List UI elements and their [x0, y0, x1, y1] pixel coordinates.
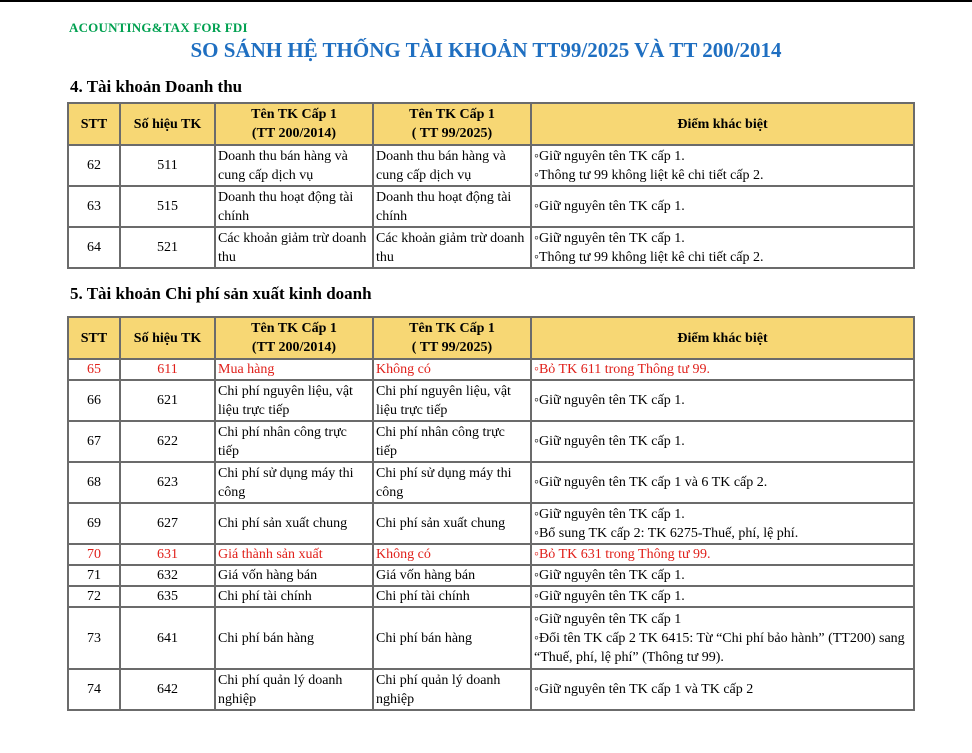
header-new-name: Tên TK Cấp 1 ( TT 99/2025): [373, 317, 531, 359]
table-row: [68, 359, 914, 380]
new-account-name: Chi phí quản lý doanh nghiệp: [373, 669, 531, 710]
account-code: 623: [120, 462, 215, 503]
header-stt: STT: [68, 317, 120, 359]
page-title: SO SÁNH HỆ THỐNG TÀI KHOẢN TT99/2025 VÀ TT 200/2014: [190, 38, 782, 62]
new-account-name: Chi phí nguyên liệu, vật liệu trực tiếp: [373, 380, 531, 421]
account-code: 631: [120, 544, 215, 565]
difference-note: ◦ Bỏ TK 611 trong Thông tư 99.: [534, 360, 911, 379]
account-code: 511: [120, 145, 215, 186]
difference-cell: [531, 227, 914, 268]
header-code: Số hiệu TK: [120, 103, 215, 145]
new-account-name: Giá vốn hàng bán: [373, 565, 531, 586]
table-row: [68, 544, 914, 565]
difference-cell: [531, 462, 914, 503]
account-code: 642: [120, 669, 215, 710]
new-account-name: Không có: [373, 359, 531, 380]
account-code: 611: [120, 359, 215, 380]
old-account-name: Chi phí sử dụng máy thi công: [215, 462, 373, 503]
table-row: [68, 503, 914, 544]
difference-note: ◦ Giữ nguyên tên TK cấp 1.: [534, 566, 911, 585]
row-stt: 73: [68, 607, 120, 669]
header-new-name: Tên TK Cấp 1 ( TT 99/2025): [373, 103, 531, 145]
old-account-name: Các khoản giảm trừ doanh thu: [215, 227, 373, 268]
new-account-name: Chi phí sử dụng máy thi công: [373, 462, 531, 503]
top-rule: [0, 0, 972, 2]
difference-note: ◦ Đổi tên TK cấp 2 TK 6415: Từ “Chi phí bảo hành” (TT200) sang “Thuế, phí, lệ phí” (Thông tư 99).: [534, 629, 911, 667]
table-row: [68, 607, 914, 669]
account-code: 521: [120, 227, 215, 268]
account-code: 635: [120, 586, 215, 607]
difference-note: ◦ Giữ nguyên tên TK cấp 1.: [534, 587, 911, 606]
row-stt: 74: [68, 669, 120, 710]
account-code: 621: [120, 380, 215, 421]
difference-note: ◦ Bỏ TK 631 trong Thông tư 99.: [534, 545, 911, 564]
table-row: [68, 669, 914, 710]
account-code: 632: [120, 565, 215, 586]
old-account-name: Chi phí bán hàng: [215, 607, 373, 669]
row-stt: 62: [68, 145, 120, 186]
old-account-name: Chi phí sản xuất chung: [215, 503, 373, 544]
difference-note: ◦ Giữ nguyên tên TK cấp 1.: [534, 147, 911, 166]
table-row: [68, 145, 914, 186]
difference-note: ◦ Thông tư 99 không liệt kê chi tiết cấp 2.: [534, 248, 911, 267]
account-code: 627: [120, 503, 215, 544]
difference-note: ◦ Giữ nguyên tên TK cấp 1.: [534, 432, 911, 451]
difference-cell: [531, 359, 914, 380]
header-diff: Điểm khác biệt: [531, 317, 914, 359]
table-row: [68, 186, 914, 227]
header-stt: STT: [68, 103, 120, 145]
difference-note: ◦ Giữ nguyên tên TK cấp 1.: [534, 391, 911, 410]
revenue-table-body: [68, 145, 914, 268]
old-account-name: Chi phí tài chính: [215, 586, 373, 607]
difference-note: ◦ Giữ nguyên tên TK cấp 1 và TK cấp 2: [534, 680, 911, 699]
row-stt: 64: [68, 227, 120, 268]
difference-note: ◦ Giữ nguyên tên TK cấp 1: [534, 610, 911, 629]
table-row: [68, 421, 914, 462]
table-row: [68, 227, 914, 268]
row-stt: 71: [68, 565, 120, 586]
table-row: [68, 462, 914, 503]
difference-cell: [531, 380, 914, 421]
new-account-name: Các khoản giảm trừ doanh thu: [373, 227, 531, 268]
old-account-name: Mua hàng: [215, 359, 373, 380]
old-account-name: Giá vốn hàng bán: [215, 565, 373, 586]
old-account-name: Chi phí nhân công trực tiếp: [215, 421, 373, 462]
difference-cell: [531, 565, 914, 586]
difference-cell: [531, 186, 914, 227]
row-stt: 72: [68, 586, 120, 607]
difference-cell: [531, 421, 914, 462]
cost-table-body: [68, 359, 914, 710]
row-stt: 66: [68, 380, 120, 421]
difference-note: ◦ Thông tư 99 không liệt kê chi tiết cấp 2.: [534, 166, 911, 185]
difference-cell: [531, 607, 914, 669]
brand-label: ACOUNTING&TAX FOR FDI: [69, 20, 248, 35]
account-code: 515: [120, 186, 215, 227]
table-header-row: [68, 317, 914, 359]
difference-note: ◦ Bổ sung TK cấp 2: TK 6275-Thuế, phí, lệ phí.: [534, 524, 911, 543]
new-account-name: Doanh thu bán hàng và cung cấp dịch vụ: [373, 145, 531, 186]
table-row: [68, 586, 914, 607]
difference-note: ◦ Giữ nguyên tên TK cấp 1.: [534, 229, 911, 248]
header-diff: Điểm khác biệt: [531, 103, 914, 145]
account-code: 622: [120, 421, 215, 462]
difference-cell: [531, 669, 914, 710]
old-account-name: Giá thành sản xuất: [215, 544, 373, 565]
new-account-name: Không có: [373, 544, 531, 565]
row-stt: 65: [68, 359, 120, 380]
old-account-name: Chi phí nguyên liệu, vật liệu trực tiếp: [215, 380, 373, 421]
new-account-name: Chi phí sản xuất chung: [373, 503, 531, 544]
old-account-name: Doanh thu hoạt động tài chính: [215, 186, 373, 227]
header-old-name: Tên TK Cấp 1 (TT 200/2014): [215, 103, 373, 145]
table-row: [68, 565, 914, 586]
section-4-title: 4. Tài khoản Doanh thu: [70, 77, 243, 96]
row-stt: 68: [68, 462, 120, 503]
row-stt: 70: [68, 544, 120, 565]
difference-note: ◦ Giữ nguyên tên TK cấp 1 và 6 TK cấp 2.: [534, 473, 911, 492]
old-account-name: Chi phí quản lý doanh nghiệp: [215, 669, 373, 710]
table-header-row: [68, 103, 914, 145]
difference-cell: [531, 503, 914, 544]
row-stt: 67: [68, 421, 120, 462]
old-account-name: Doanh thu bán hàng và cung cấp dịch vụ: [215, 145, 373, 186]
section-5-title: 5. Tài khoản Chi phí sản xuất kinh doanh: [70, 284, 372, 303]
difference-note: ◦ Giữ nguyên tên TK cấp 1.: [534, 197, 911, 216]
cost-table: [67, 316, 915, 711]
difference-cell: [531, 544, 914, 565]
revenue-table: [67, 102, 915, 269]
new-account-name: Chi phí bán hàng: [373, 607, 531, 669]
difference-cell: [531, 586, 914, 607]
new-account-name: Doanh thu hoạt động tài chính: [373, 186, 531, 227]
difference-note: ◦ Giữ nguyên tên TK cấp 1.: [534, 505, 911, 524]
row-stt: 63: [68, 186, 120, 227]
row-stt: 69: [68, 503, 120, 544]
new-account-name: Chi phí nhân công trực tiếp: [373, 421, 531, 462]
table-row: [68, 380, 914, 421]
account-code: 641: [120, 607, 215, 669]
difference-cell: [531, 145, 914, 186]
header-code: Số hiệu TK: [120, 317, 215, 359]
header-old-name: Tên TK Cấp 1 (TT 200/2014): [215, 317, 373, 359]
new-account-name: Chi phí tài chính: [373, 586, 531, 607]
